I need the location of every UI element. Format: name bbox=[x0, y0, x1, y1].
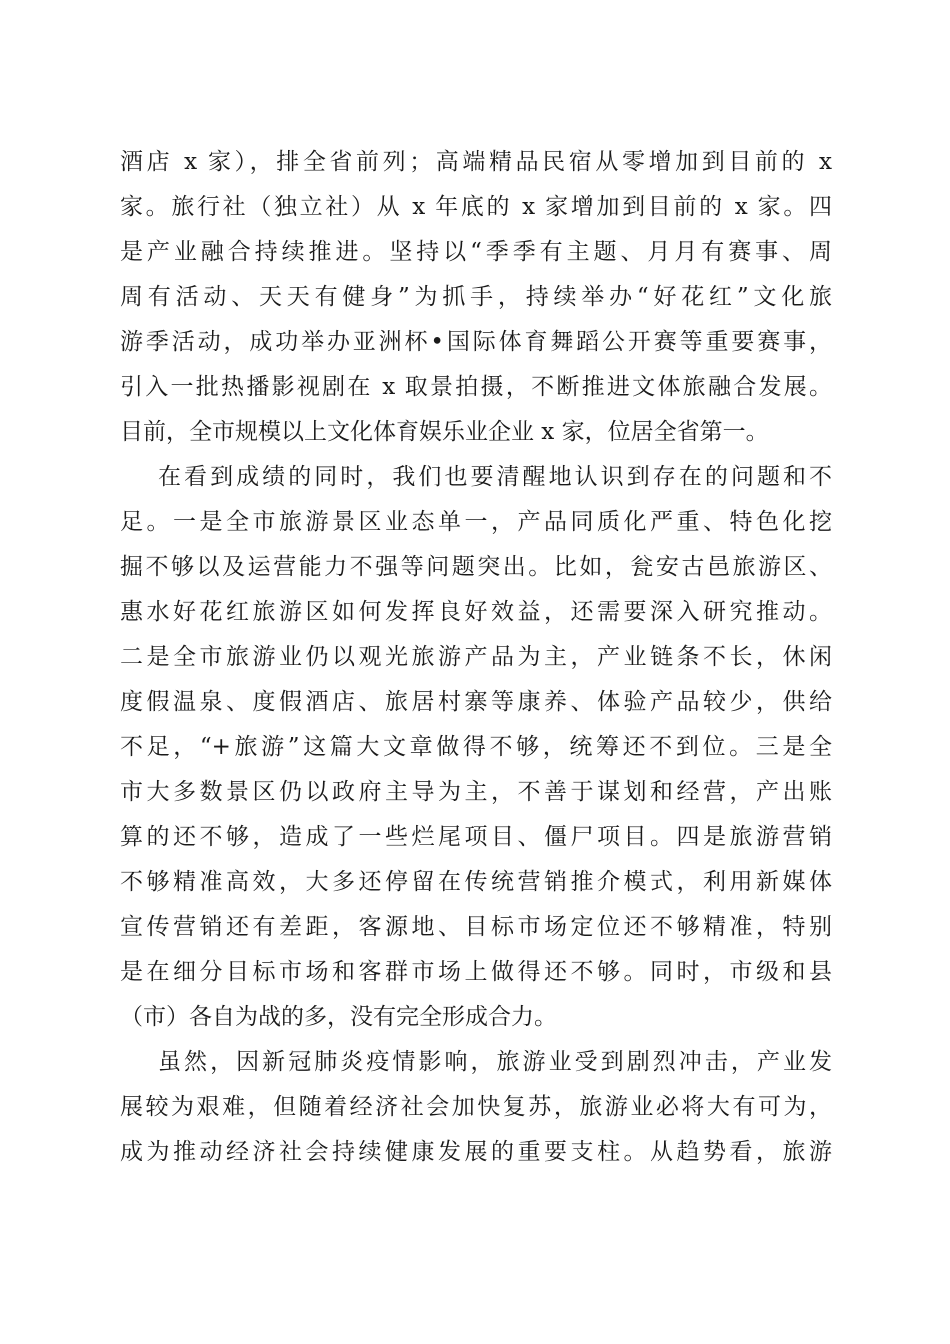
paragraph-3-line-3: 成为推动经济社会持续健康发展的重要支柱。从趋势看，旅游 bbox=[120, 1139, 832, 1165]
paragraph-1-line-5: 游季活动，成功举办亚洲杯•国际体育舞蹈公开赛等重要赛事， bbox=[120, 329, 832, 355]
paragraph-2-line-5: 二是全市旅游业仍以观光旅游产品为主，产业链条不长，休闲 bbox=[120, 644, 832, 670]
paragraph-2-line-10: 不够精准高效，大多还停留在传统营销推介模式，利用新媒体 bbox=[120, 869, 832, 895]
paragraph-3-line-2: 展较为艰难，但随着经济社会加快复苏，旅游业必将大有可为， bbox=[120, 1094, 832, 1120]
paragraph-2-line-3: 掘不够以及运营能力不强等问题突出。比如，瓮安古邑旅游区、 bbox=[120, 554, 832, 580]
paragraph-2-line-9: 算的还不够，造成了一些烂尾项目、僵尸项目。四是旅游营销 bbox=[120, 824, 832, 850]
paragraph-1-line-4: 周有活动、天天有健身”为抓手，持续举办“好花红”文化旅 bbox=[120, 284, 832, 310]
paragraph-2-line-2: 足。一是全市旅游景区业态单一，产品同质化严重、特色化挖 bbox=[120, 509, 832, 535]
paragraph-2-line-8: 市大多数景区仍以政府主导为主，不善于谋划和经营，产出账 bbox=[120, 779, 832, 805]
paragraph-2-line-12: 是在细分目标市场和客群市场上做得还不够。同时，市级和县 bbox=[120, 959, 832, 985]
paragraph-2-line-13: （市）各自为战的多，没有完全形成合力。 bbox=[120, 1004, 557, 1030]
paragraph-2-line-1: 在看到成绩的同时，我们也要清醒地认识到存在的问题和不 bbox=[158, 464, 832, 490]
paragraph-1-line-3: 是产业融合持续推进。坚持以“季季有主题、月月有赛事、周 bbox=[120, 239, 832, 265]
paragraph-2-line-4: 惠水好花红旅游区如何发挥良好效益，还需要深入研究推动。 bbox=[120, 599, 832, 625]
paragraph-2-line-11: 宣传营销还有差距，客源地、目标市场定位还不够精准，特别 bbox=[120, 914, 832, 940]
paragraph-1-line-1: 酒店 x 家），排全省前列；高端精品民宿从零增加到目前的 x bbox=[120, 149, 832, 175]
paragraph-1-line-2: 家。旅行社（独立社）从 x 年底的 x 家增加到目前的 x 家。四 bbox=[120, 194, 832, 220]
paragraph-1-line-6: 引入一批热播影视剧在 x 取景拍摄，不断推进文体旅融合发展。 bbox=[120, 374, 832, 400]
paragraph-2-line-7: 不足，“+旅游”这篇大文章做得不够，统筹还不到位。三是全 bbox=[120, 734, 832, 760]
paragraph-2-line-6: 度假温泉、度假酒店、旅居村寨等康养、体验产品较少，供给 bbox=[120, 689, 832, 715]
paragraph-3-line-1: 虽然，因新冠肺炎疫情影响，旅游业受到剧烈冲击，产业发 bbox=[158, 1049, 832, 1075]
body-text bbox=[120, 140, 832, 1175]
paragraph-1-line-7: 目前，全市规模以上文化体育娱乐业企业 x 家，位居全省第一。 bbox=[120, 419, 769, 445]
